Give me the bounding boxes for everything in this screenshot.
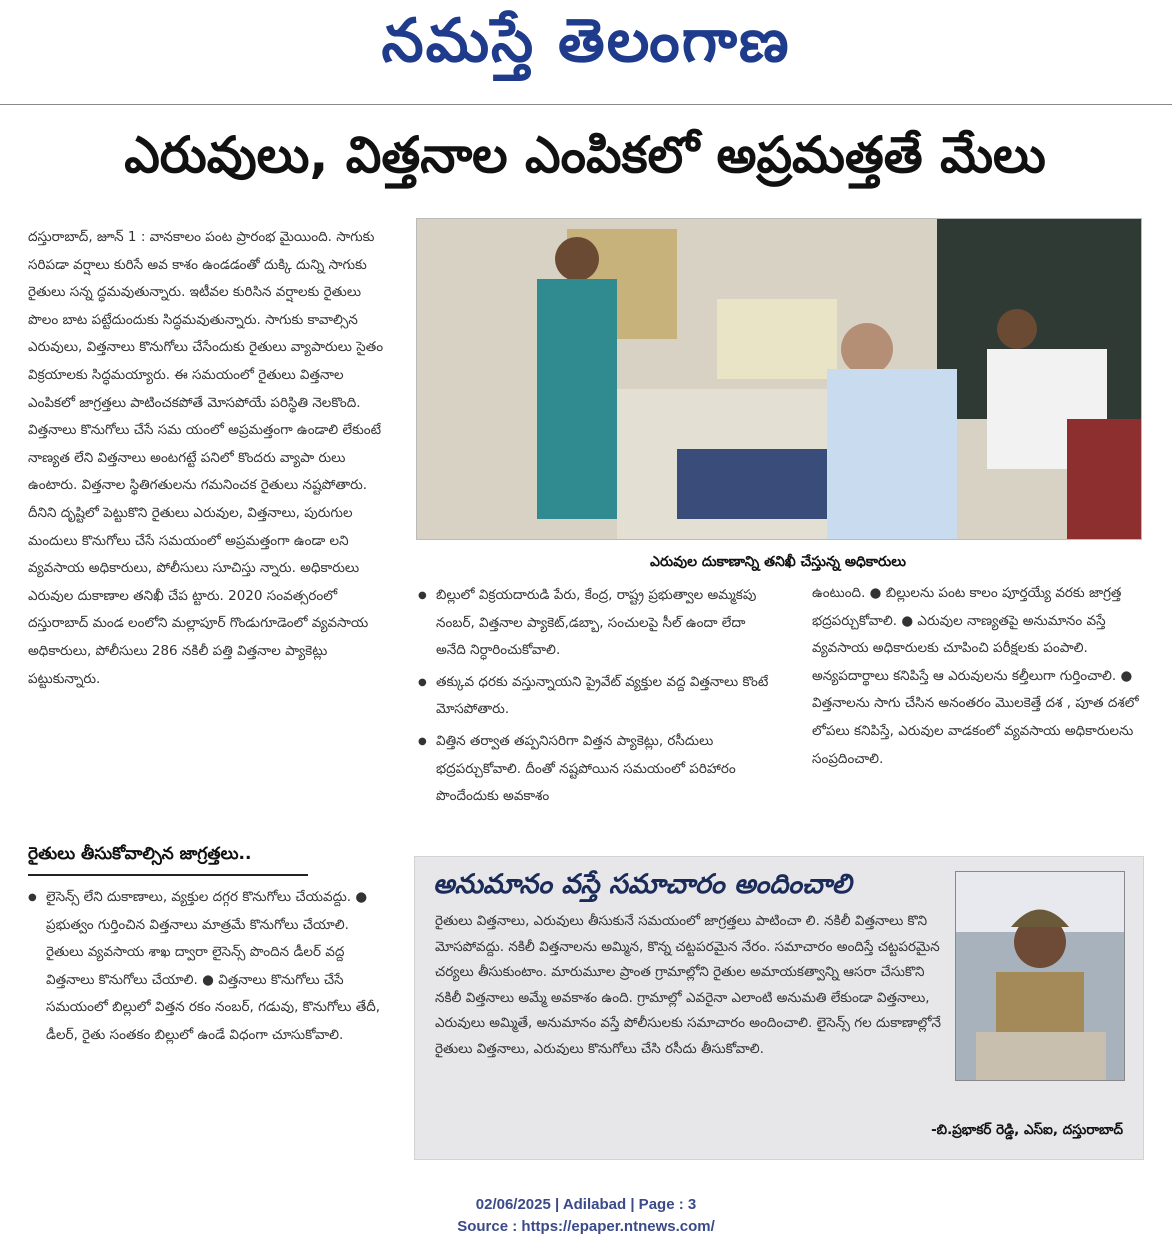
guideline-item: ● తక్కువ ధరకు వస్తున్నాయని ప్రైవేట్ వ్యక్తుల వద్ద విత్తనాలు కొంటే మోసపోతారు.	[418, 669, 778, 724]
masthead-logo: నమస్తే తెలంగాణ	[381, 6, 791, 76]
guideline-item: ● బిల్లులో విక్రయదారుడి పేరు, కేంద్ర, రాష్ట్ర ప్రభుత్వాల అమ్మకపు నంబర్, విత్తనాల ప్యాకెట్,డబ్బా, సంచులపై సీల్ ఉందా లేదా అనేది నిర్ధారించుకోవాలి.	[418, 582, 778, 665]
guideline-item: ● విత్తిన తర్వాత తప్పనిసరిగా విత్తన ప్యాకెట్లు, రసీదులు భద్రపర్చుకోవాలి. దీంతో నష్టపోయిన సమయంలో పరిహారం పొందేందుకు అవకాశం	[418, 728, 778, 811]
lead-paragraph: దస్తురాబాద్, జూన్ 1 : వానకాలం పంట ప్రారంభ మైయింది. సాగుకు సరిపడా వర్షాలు కురిసే అవ కాశం ఉండడంతో దుక్కి దున్ని సాగుకు రైతులు సన్న ద్ధమవుతున్నారు. ఇటీవల కురిసిన వర్షాలకు రైతులు పొలం బాట పట్టేదుందుకు సిద్ధమవుతున్నారు. సాగుకు కావాల్సిన ఎరువులు, విత్తనాలు కొనుగోలు చేసేందుకు రైతులు వ్యాపారులు సైతం విక్రయాలకు సిద్ధమయ్యారు. ఈ సమయంలో రైతులు విత్తనాల ఎంపికలో జాగ్రత్తలు పాటించకపోతే మోసపోయే పరిస్థితి నెలకొంది. విత్తనాలు కొనుగోలు చేసే సమ యంలో అప్రమత్తంగా ఉండాలి లేకుంటే నాణ్యత లేని విత్తనాలు అంటగట్టే పనిలో కొందరు వ్యాపా రులు ఉంటారు. విత్తనాల స్థితిగతులను గమనించక రైతులు నష్టపోతారు. దీనిని దృష్టిలో పెట్టుకొని రైతులు ఎరువుల, విత్తనాలు, పురుగుల మందులు కొనుగోలు చేసే సమయంలో అప్రమత్తంగా ఉండా లని వ్యవసాయ అధికారులు, పోలీసులు సూచిస్తు న్నారు. అధికారులు ఎరువుల దుకాణాల తనిఖీ చేప ట్టారు. 2020 సంవత్సరంలో దస్తురాబాద్ మండ లంలోని మల్లాపూర్ గొండుగూడెంలో వ్యవసాయ అధికారులు, పోలీసులు 286 నకిలీ పత్తి విత్తనాల ప్యాకెట్లు పట్టుకున్నారు.	[28, 229, 384, 687]
shop-inspection-photo	[416, 218, 1142, 540]
photo-caption: ఎరువుల దుకాణాన్ని తనిఖీ చేస్తున్న అధికారులు	[650, 554, 906, 570]
footer-date-edition: 02/06/2025 | Adilabad | Page : 3	[475, 1196, 697, 1213]
article-headline: ఎరువులు, విత్తనాల ఎంపికలో అప్రమత్తతే మేలు	[124, 126, 1046, 184]
boxout-signature: -బి.ప్రభాకర్ రెడ్డి, ఎస్ఐ, దస్తురాబాద్	[931, 1122, 1123, 1138]
boxout-body: రైతులు విత్తనాలు, ఎరువులు తీసుకునే సమయంలో జాగ్రత్తలు పాటించా లి. నకిలీ విత్తనాలు కొని మోసపోవద్దు. నకిలీ విత్తనాలను అమ్మిన, కొన్న చట్టపరమైన నేరం. సమాచారం అందిస్తే చట్టపరమైన చర్యలు తీసుకుంటాం. మారుమూల ప్రాంత గ్రామాల్లోని రైతుల అమాయకత్వాన్ని ఆసరా చేసుకొని నకిలీ విత్తనాలు అమ్మే అవకాశం ఉంది. గ్రామాల్లో ఎవరైనా ఎలాంటి అనుమతి లేకుండా విత్తనాలు, ఎరువులు అమ్మితే, అనుమానం వస్తే పోలీసులకు సమాచారం అందించాలి. లైసెన్స్ గల దుకాణాల్లోనే రైతులు విత్తనాలు, ఎరువులు కొనుగోలు చేసి రసీదు తీసుకోవాలి.	[435, 913, 942, 1057]
footer-source-link[interactable]: Source : https://epaper.ntnews.com/	[457, 1218, 715, 1235]
police-officer-photo	[955, 871, 1125, 1081]
boxout-panel	[414, 856, 1144, 1160]
boxout-title: అనుమానం వస్తే సమాచారం అందించాలి	[433, 869, 852, 900]
guidelines-column	[418, 582, 778, 815]
article-lead-column	[28, 224, 390, 693]
precautions-subheading: రైతులు తీసుకోవాల్సిన జాగ్రత్తలు..	[28, 844, 308, 876]
continuation-paragraph: ఉంటుంది. ● బిల్లులను పంట కాలం పూర్తయ్యే వరకు జాగ్రత్త భద్రపర్చుకోవాలి. ● ఎరువుల నాణ్యతపై అనుమానం వస్తే వ్యవసాయ అధికారులకు చూపించి పరీక్షలకు పంపాలి. అన్యపదార్థాలు కనిపిస్తే ఆ ఎరువులను కల్తీలుగా గుర్తించాలి. ● విత్తనాలను సాగు చేసిన అనంతరం మొలకెత్తే దశ , పూత దశలో లోపలు కనిపిస్తే, ఎరువుల వాడకంలో వ్యవసాయ అధికారులను సంప్రదించాలి.	[812, 585, 1139, 767]
precaution-item: ● లైసెన్స్ లేని దుకాణాలు, వ్యక్తుల దగ్గర కొనుగోలు చేయవద్దు. ● ప్రభుత్వం గుర్తించిన విత్తనాలు మాత్రమే కొనుగోలు చేయాలి. రైతులు వ్యవసాయ శాఖ ద్వారా లైసెన్స్ పొందిన డీలర్ వద్ద విత్తనాలు కొనుగోలు చేయాలి. ● విత్తనాలు కొనుగోలు చేసే సమయంలో బిల్లులో విత్తన రకం నంబర్, గడువు, కొనుగోలు తేదీ, డీలర్, రైతు సంతకం బిల్లులో ఉండే విధంగా చూసుకోవాలి.	[28, 884, 390, 1050]
continuation-column	[812, 580, 1152, 773]
page-footer	[0, 1194, 1172, 1238]
masthead-divider	[0, 104, 1172, 105]
masthead	[0, 0, 1172, 100]
precautions-column	[28, 884, 390, 1054]
